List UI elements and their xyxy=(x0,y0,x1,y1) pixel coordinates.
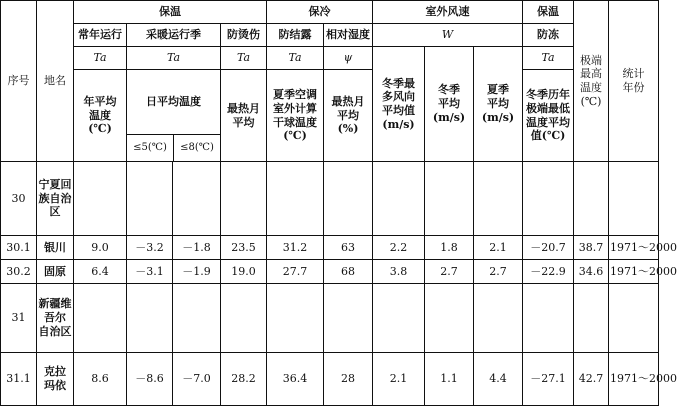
cell xyxy=(173,284,221,353)
cell xyxy=(609,162,659,236)
header-winter-extreme-min: 冬季历年 极端最低 温度平均 值(℃) xyxy=(523,70,574,162)
header-row-3 xyxy=(1,47,659,70)
row-name: 固原 xyxy=(37,260,74,284)
cell: 42.7 xyxy=(574,353,609,406)
cell: 3.8 xyxy=(373,260,425,284)
header-row-2 xyxy=(1,24,659,47)
cell: 36.4 xyxy=(267,353,324,406)
header-baowen: 保温 xyxy=(74,1,267,24)
symbol-ta-annual: Ta xyxy=(74,47,127,70)
cell xyxy=(74,162,127,236)
header-hottest-month-rh: 最热月 平均 (%) xyxy=(324,70,373,162)
cell: 1971～2000 xyxy=(609,236,659,260)
cell: 1.8 xyxy=(425,236,474,260)
cell: 2.1 xyxy=(373,353,425,406)
header-row-1 xyxy=(1,1,659,24)
header-annual-mean-temp: 年平均 温度 (℃) xyxy=(74,70,127,162)
symbol-ta-scald: Ta xyxy=(221,47,267,70)
cell: 1971～2000 xyxy=(609,353,659,406)
header-baoleng: 保冷 xyxy=(267,1,373,24)
cell: 4.4 xyxy=(474,353,523,406)
header-anti-scald: 防烫伤 xyxy=(221,24,267,47)
cell xyxy=(609,284,659,353)
cell xyxy=(523,284,574,353)
header-outdoor-wind: 室外风速 xyxy=(373,1,523,24)
cell xyxy=(373,284,425,353)
header-hottest-month-mean: 最热月 平均 xyxy=(221,70,267,162)
header-wind-symbol: W xyxy=(373,24,523,47)
cell xyxy=(574,162,609,236)
header-stat-years: 统计 年份 xyxy=(609,1,659,162)
cell: －1.9 xyxy=(173,260,221,284)
table-row xyxy=(1,260,659,284)
header-le5: ≤5(℃) xyxy=(127,135,174,161)
cell xyxy=(425,284,474,353)
symbol-ta-condense: Ta xyxy=(267,47,324,70)
cell xyxy=(127,162,173,236)
cell: －22.9 xyxy=(523,260,574,284)
header-winter-mean-wind: 冬季 平均 (m/s) xyxy=(425,47,474,162)
cell: 2.1 xyxy=(474,236,523,260)
cell: 9.0 xyxy=(74,236,127,260)
row-name: 宁夏回 族自治 区 xyxy=(37,162,74,236)
cell xyxy=(324,284,373,353)
cell: 1971～2000 xyxy=(609,260,659,284)
cell xyxy=(221,284,267,353)
row-seq: 31.1 xyxy=(1,353,37,406)
row-seq: 30 xyxy=(1,162,37,236)
cell: 27.7 xyxy=(267,260,324,284)
cell: 31.2 xyxy=(267,236,324,260)
cell xyxy=(373,162,425,236)
cell xyxy=(221,162,267,236)
header-rel-humidity: 相对湿度 xyxy=(324,24,373,47)
cell: －27.1 xyxy=(523,353,574,406)
cell: 6.4 xyxy=(74,260,127,284)
cell: －7.0 xyxy=(173,353,221,406)
cell: 19.0 xyxy=(221,260,267,284)
cell: 8.6 xyxy=(74,353,127,406)
header-summer-ac-dry-bulb: 夏季空调 室外计算 干球温度 (℃) xyxy=(267,70,324,162)
header-row-4 xyxy=(1,70,659,162)
cell xyxy=(267,162,324,236)
header-name: 地名 xyxy=(37,1,74,162)
cell: 63 xyxy=(324,236,373,260)
table-row xyxy=(1,353,659,406)
cell xyxy=(267,284,324,353)
cell xyxy=(474,162,523,236)
header-daily-mean-temp-group xyxy=(127,70,221,162)
header-baowen-2: 保温 xyxy=(523,1,574,24)
cell xyxy=(324,162,373,236)
cell: －20.7 xyxy=(523,236,574,260)
header-le8: ≤8(℃) xyxy=(180,141,214,153)
cell: －8.6 xyxy=(127,353,173,406)
symbol-ta-freeze: Ta xyxy=(523,47,574,70)
header-anti-condense: 防结露 xyxy=(267,24,324,47)
cell: －3.2 xyxy=(127,236,173,260)
header-annual-run: 常年运行 xyxy=(74,24,127,47)
header-anti-freeze: 防冻 xyxy=(523,24,574,47)
cell: 23.5 xyxy=(221,236,267,260)
cell xyxy=(127,284,173,353)
row-name: 新疆维 吾尔 自治区 xyxy=(37,284,74,353)
header-winter-prevailing-wind: 冬季最 多风向 平均值 (m/s) xyxy=(373,47,425,162)
row-name: 克拉 玛依 xyxy=(37,353,74,406)
cell: 2.2 xyxy=(373,236,425,260)
cell: 28 xyxy=(324,353,373,406)
cell xyxy=(173,162,221,236)
row-seq: 31 xyxy=(1,284,37,353)
table-row xyxy=(1,284,659,353)
header-daily-mean-temp: 日平均温度 xyxy=(146,95,201,109)
cell: 28.2 xyxy=(221,353,267,406)
cell: 2.7 xyxy=(474,260,523,284)
cell: 34.6 xyxy=(574,260,609,284)
header-extreme-max: 极端 最高 温度 (℃) xyxy=(574,1,609,162)
cell: －1.8 xyxy=(173,236,221,260)
header-summer-mean-wind: 夏季 平均 (m/s) xyxy=(474,47,523,162)
cell: 1.1 xyxy=(425,353,474,406)
row-name: 银川 xyxy=(37,236,74,260)
row-seq: 30.2 xyxy=(1,260,37,284)
cell xyxy=(425,162,474,236)
symbol-phi: ψ xyxy=(324,47,373,70)
cell: 2.7 xyxy=(425,260,474,284)
table-row xyxy=(1,236,659,260)
cell xyxy=(474,284,523,353)
cell xyxy=(74,284,127,353)
header-seq: 序号 xyxy=(1,1,37,162)
row-seq: 30.1 xyxy=(1,236,37,260)
cell: 38.7 xyxy=(574,236,609,260)
cell xyxy=(523,162,574,236)
table-row xyxy=(1,162,659,236)
cell: 68 xyxy=(324,260,373,284)
header-heating-season: 采暖运行季 xyxy=(127,24,221,47)
cell xyxy=(574,284,609,353)
cell: －3.1 xyxy=(127,260,173,284)
symbol-ta-heating: Ta xyxy=(127,47,221,70)
